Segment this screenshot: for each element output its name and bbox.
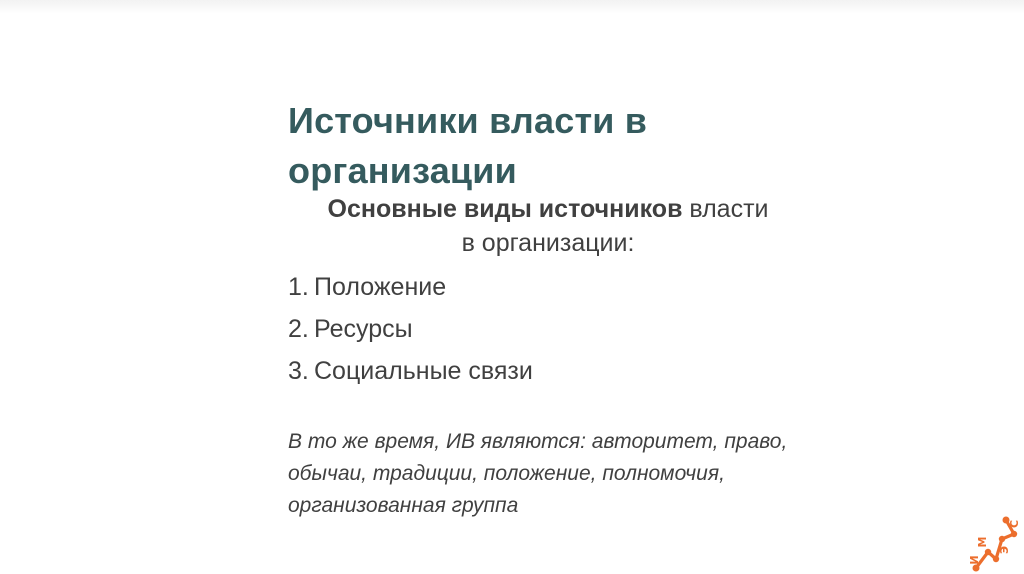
sources-list — [288, 266, 533, 392]
list-item-label: Положение — [314, 273, 447, 301]
logo-letter: Э — [998, 545, 1011, 555]
slide-top-shade — [0, 0, 1024, 14]
list-item — [288, 266, 533, 308]
list-item — [288, 308, 533, 350]
imes-logo-icon — [970, 512, 1024, 574]
logo-letter: М — [976, 536, 989, 548]
list-item-label: Ресурсы — [314, 315, 413, 343]
logo-letter: И — [968, 555, 981, 565]
list-item-number: 2. — [288, 315, 309, 343]
list-item-number: 1. — [288, 273, 309, 301]
slide-title: Источники власти в организации — [288, 100, 648, 191]
slide-note: В то же время, ИВ являются: авторитет, право, обычаи, традиции, положение, полномочия, организованная группа — [288, 430, 788, 517]
slide-subtitle — [288, 192, 808, 260]
subtitle-line2: в организации: — [461, 229, 635, 257]
subtitle-rest: власти — [682, 195, 769, 223]
list-item-number: 3. — [288, 357, 309, 385]
list-item — [288, 350, 533, 392]
list-item-label: Социальные связи — [314, 357, 533, 385]
subtitle-bold: Основные виды источников — [327, 195, 683, 223]
logo-letter: С — [1008, 519, 1021, 529]
